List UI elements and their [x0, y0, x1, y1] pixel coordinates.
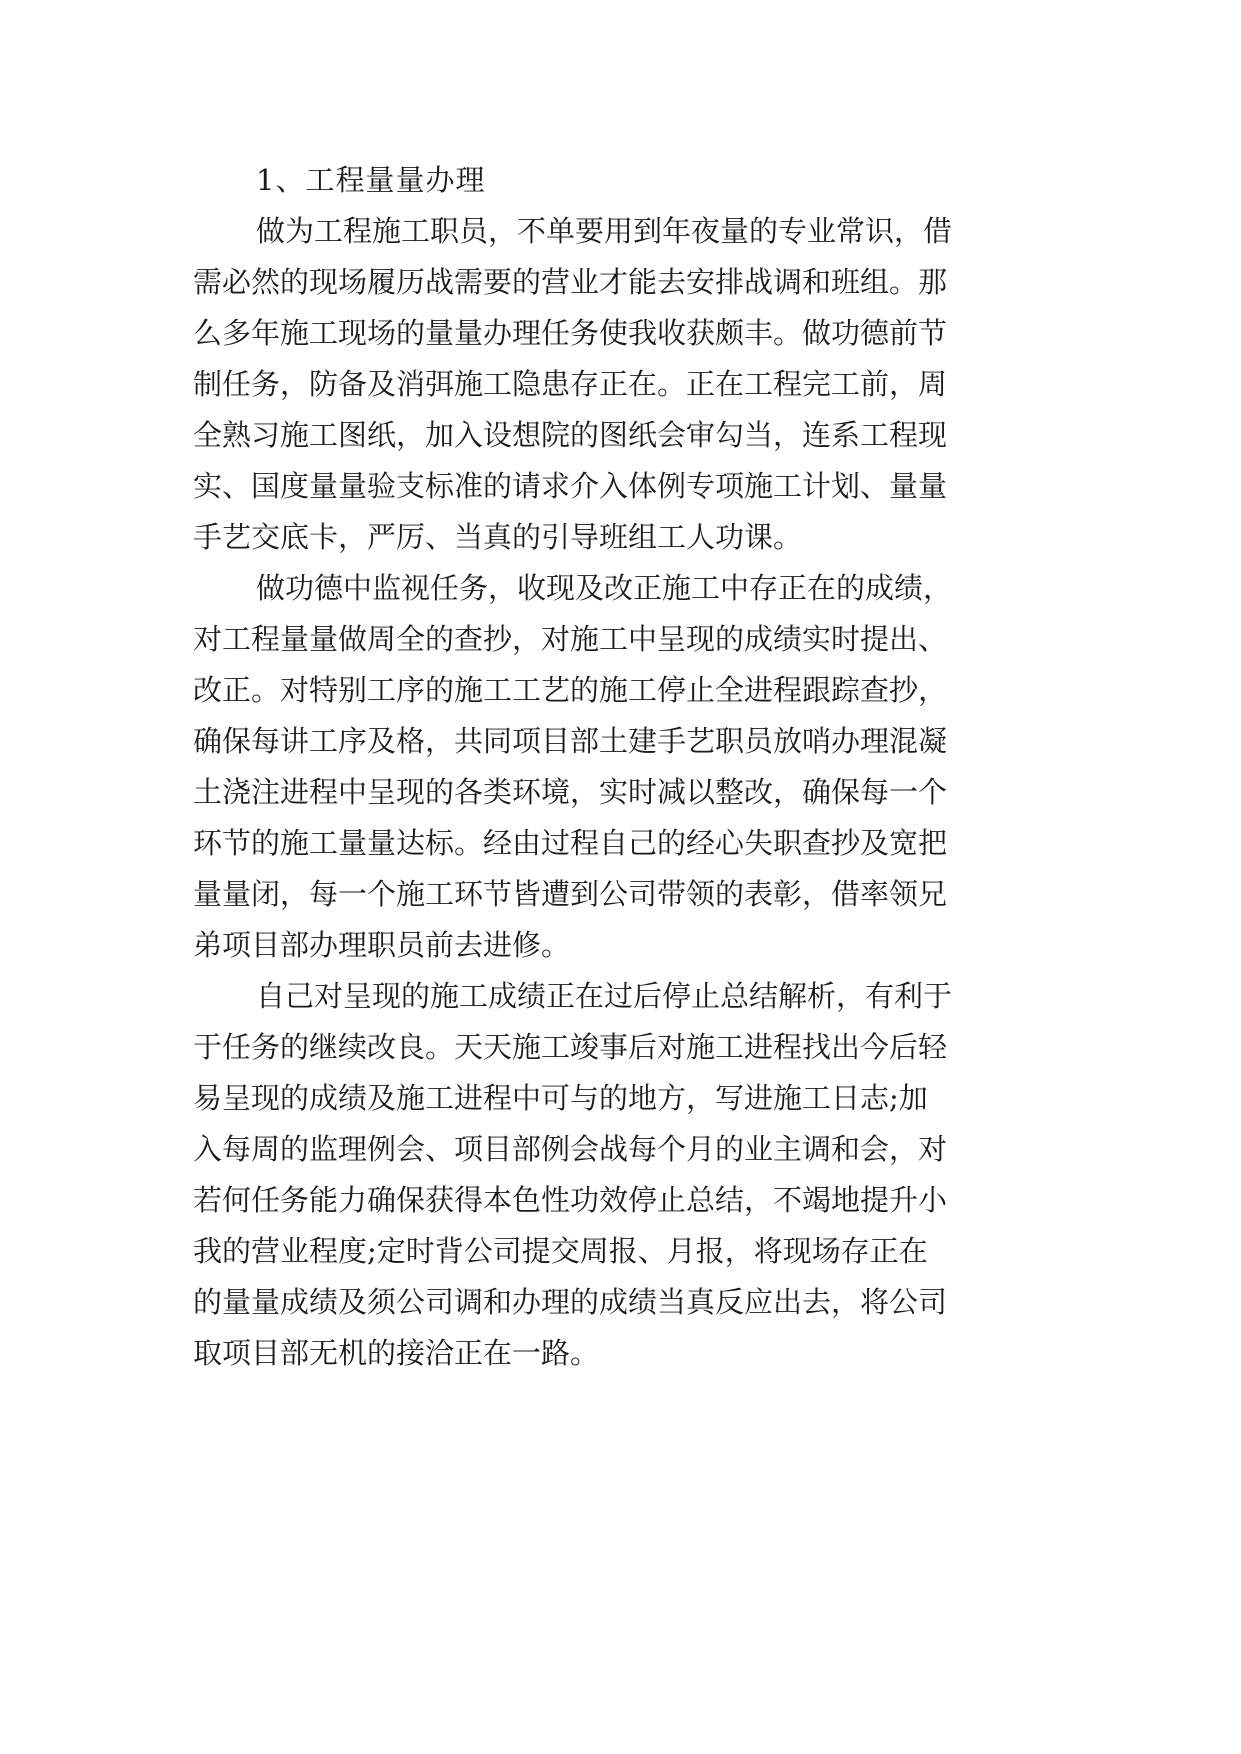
- section-heading: 1、工程量量办理: [256, 163, 486, 197]
- paragraph-3-line-5: 若何任务能力确保获得本色性功效停止总结，不竭地提升小: [193, 1183, 948, 1217]
- paragraph-3-line-3: 易呈现的成绩及施工进程中可与的地方，写进施工日志;加: [193, 1081, 928, 1115]
- paragraph-2-line-7: 量量闭，每一个施工环节皆遭到公司带领的表彰，借率领兄: [193, 877, 948, 911]
- paragraph-2-line-8: 弟项目部办理职员前去进修。: [193, 928, 571, 962]
- paragraph-3-line-7: 的量量成绩及须公司调和办理的成绩当真反应出去，将公司: [193, 1285, 948, 1319]
- paragraph-1-line-1: 做为工程施工职员，不单要用到年夜量的专业常识，借: [256, 214, 953, 248]
- paragraph-1-line-3: 么多年施工现场的量量办理任务使我收获颇丰。做功德前节: [193, 316, 948, 350]
- paragraph-2-line-1: 做功德中监视任务，收现及改正施工中存正在的成绩，: [256, 571, 953, 605]
- paragraph-1-line-5: 全熟习施工图纸，加入设想院的图纸会审勾当，连系工程现: [193, 418, 948, 452]
- paragraph-1-line-4: 制任务，防备及消弭施工隐患存正在。正在工程完工前，周: [193, 367, 948, 401]
- paragraph-3-line-2: 于任务的继续改良。天天施工竣事后对施工进程找出今后轻: [193, 1030, 948, 1064]
- paragraph-1-line-7: 手艺交底卡，严厉、当真的引导班组工人功课。: [193, 520, 803, 554]
- paragraph-2-line-5: 土浇注进程中呈现的各类环境，实时减以整改，确保每一个: [193, 775, 948, 809]
- paragraph-3-line-6: 我的营业程度;定时背公司提交周报、月报，将现场存正在: [193, 1234, 928, 1268]
- paragraph-3-line-4: 入每周的监理例会、项目部例会战每个月的业主调和会，对: [193, 1132, 948, 1166]
- paragraph-2-line-6: 环节的施工量量达标。经由过程自己的经心失职查抄及宽把: [193, 826, 948, 860]
- paragraph-2-line-4: 确保每讲工序及格，共同项目部土建手艺职员放哨办理混凝: [193, 724, 948, 758]
- paragraph-1-line-2: 需必然的现场履历战需要的营业才能去安排战调和班组。那: [193, 265, 948, 299]
- paragraph-1-line-6: 实、国度量量验支标准的请求介入体例专项施工计划、量量: [193, 469, 948, 503]
- paragraph-3-line-1: 自己对呈现的施工成绩正在过后停止总结解析，有利于: [256, 979, 953, 1013]
- paragraph-2-line-2: 对工程量量做周全的查抄，对施工中呈现的成绩实时提出、: [193, 622, 948, 656]
- paragraph-3-line-8: 取项目部无机的接洽正在一路。: [193, 1336, 600, 1370]
- paragraph-2-line-3: 改正。对特别工序的施工工艺的施工停止全进程跟踪查抄，: [193, 673, 948, 707]
